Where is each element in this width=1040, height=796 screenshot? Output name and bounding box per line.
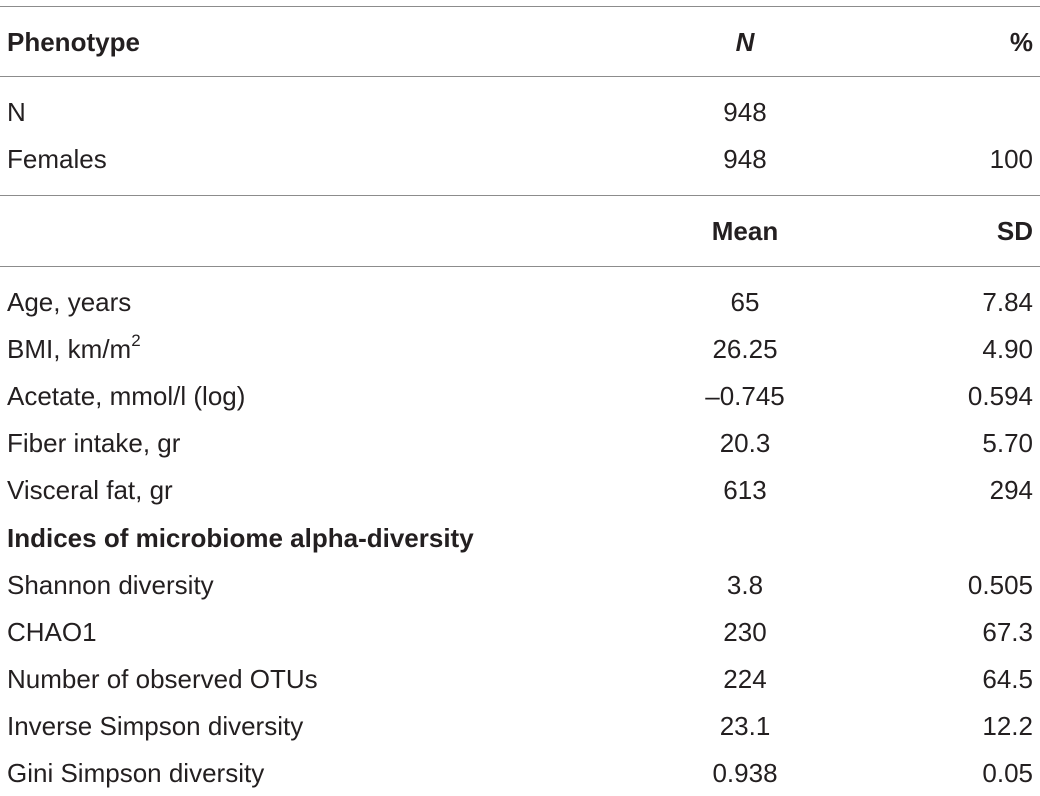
table-row: Shannon diversity 3.8 0.505 — [0, 562, 1040, 608]
row-label: Fiber intake, gr — [7, 428, 181, 458]
stats-header-rule — [0, 266, 1040, 267]
row-percent: 100 — [989, 144, 1033, 174]
row-label: Gini Simpson diversity — [7, 758, 265, 788]
row-label: Females — [7, 144, 107, 174]
header-n-label: N — [735, 27, 755, 57]
header-rule — [0, 76, 1040, 77]
stats-header-row: Mean SD — [0, 208, 1040, 254]
table-row: Number of observed OTUs 224 64.5 — [0, 656, 1040, 702]
row-sd: 4.90 — [982, 334, 1033, 364]
row-sd: 0.505 — [967, 570, 1033, 600]
table-row: Acetate, mmol/l (log) –0.745 0.594 — [0, 373, 1040, 419]
table-row: BMI, $km/m^2$ 26.25 4.90 — [0, 326, 1040, 372]
superscript: 2 — [131, 331, 141, 351]
row-label: Shannon diversity — [7, 570, 214, 600]
table-header-row — [0, 19, 1040, 65]
row-sd: 7.84 — [982, 287, 1033, 317]
row-label: BMI, $km/m^2$ — [7, 331, 141, 364]
header-percent: % — [1009, 27, 1033, 57]
section-title-row — [0, 515, 1040, 561]
row-label: N — [7, 97, 26, 127]
row-sd: 67.3 — [982, 617, 1033, 647]
table-row: Gini Simpson diversity 0.938 0.05 — [0, 750, 1040, 796]
table-row: CHAO1 230 67.3 — [0, 609, 1040, 655]
row-sd: 0.594 — [967, 381, 1033, 411]
row-label: Inverse Simpson diversity — [7, 711, 304, 741]
section-rule — [0, 195, 1040, 196]
row-label: Visceral fat, gr — [7, 475, 173, 505]
table-row: Visceral fat, gr 613 294 — [0, 467, 1040, 513]
header-sd: SD — [996, 216, 1033, 246]
row-sd: 64.5 — [982, 664, 1033, 694]
table-row: Inverse Simpson diversity 23.1 12.2 — [0, 703, 1040, 749]
section-title: Indices of microbiome alpha-diversity — [7, 523, 474, 553]
row-label: Number of observed OTUs — [7, 664, 318, 694]
row-sd: 294 — [989, 475, 1033, 505]
row-sd: 12.2 — [982, 711, 1033, 741]
row-label: Acetate, mmol/l (log) — [7, 381, 246, 411]
top-rule — [0, 6, 1040, 7]
table-row: Age, years 65 7.84 — [0, 279, 1040, 325]
table-row: Females 948 100 — [0, 136, 1040, 182]
table-row: Fiber intake, gr 20.3 5.70 — [0, 420, 1040, 466]
row-sd: 5.70 — [982, 428, 1033, 458]
row-label: CHAO1 — [7, 617, 97, 647]
header-phenotype: Phenotype — [7, 27, 140, 57]
row-sd: 0.05 — [982, 758, 1033, 788]
table-row: N 948 — [0, 89, 1040, 135]
row-label: Age, years — [7, 287, 132, 317]
